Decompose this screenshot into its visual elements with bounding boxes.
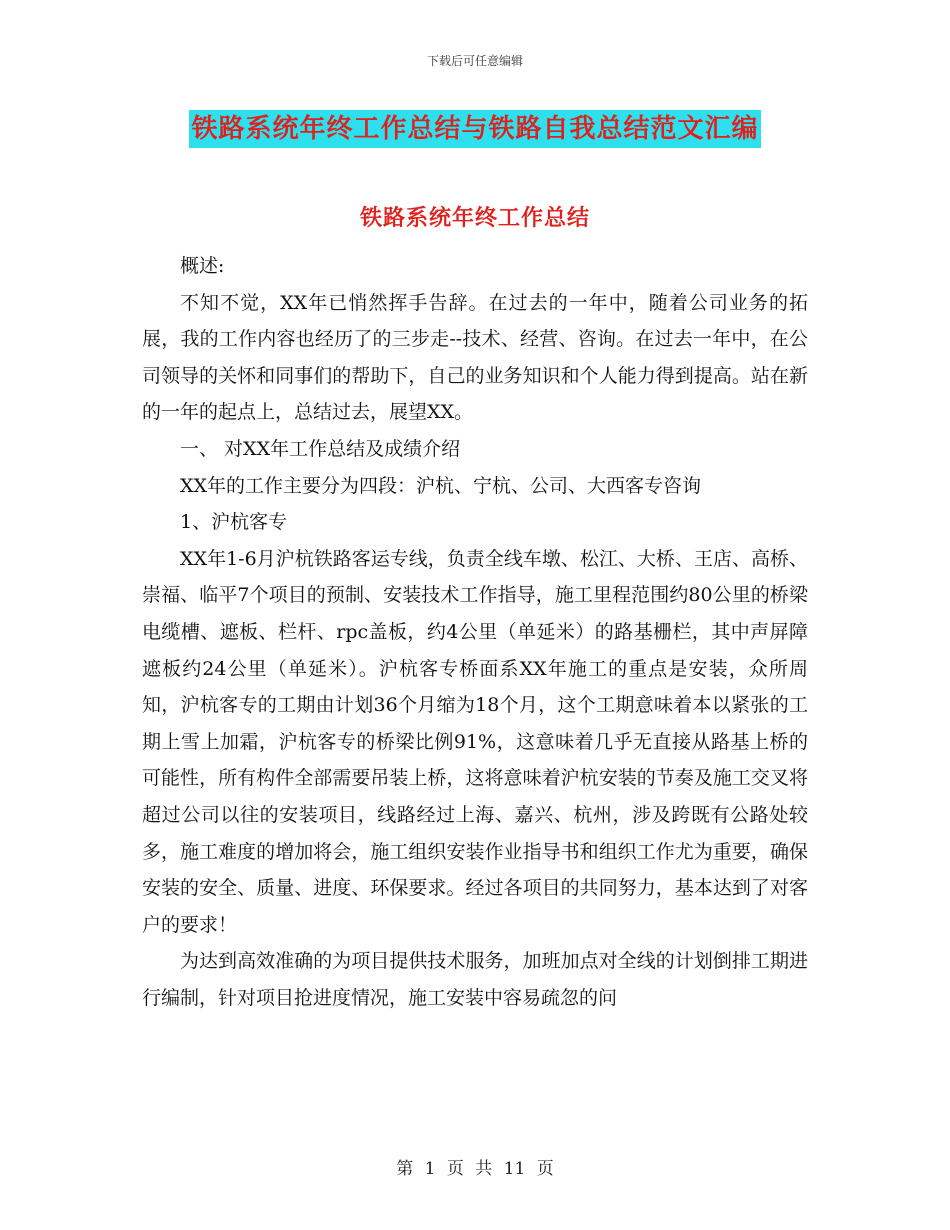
document-body [142, 248, 808, 1016]
paragraph-subheading-1: 1、沪杭客专 [180, 511, 288, 534]
document-title-wrap [0, 110, 950, 148]
paragraph-overview-label: 概述: [180, 255, 225, 277]
paragraph-work-segments: XX年的工作主要分为四段：沪杭、宁杭、公司、大西客专咨询 [180, 474, 702, 497]
page-number: 第 1 页 共 11 页 [396, 1159, 554, 1179]
paragraph-intro: 不知不觉，XX年已悄然挥手告辞。在过去的一年中，随着公司业务的拓展，我的工作内容也经历了的三步走--技术、经营、咨询。在过去一年中，在公司领导的关怀和同事们的帮助下，自己的业务知识和个人能力得到提高。站在新的一年的起点上，总结过去，展望XX。 [142, 291, 808, 424]
paragraph-huhang-details: XX年1-6月沪杭铁路客运专线，负责全线车墩、松江、大桥、王店、高桥、崇福、临平7个项目的预制、安装技术工作指导，施工里程范围约80公里的桥梁电缆槽、遮板、栏杆、rpc盖板，约4公里（单延米）的路基栅栏，其中声屏障遮板约24公里（单延米）。沪杭客专桥面系XX年施工的重点是安装，众所周知，沪杭客专的工期由计划36个月缩为18个月，这个工期意味着本以紧张的工期上雪上加霜，沪杭客专的桥梁比例91%，这意味着几乎无直接从路基上桥的可能性，所有构件全部需要吊装上桥，这将意味着沪杭安装的节奏及施工交叉将超过公司以往的安装项目，线路经过上海、嘉兴、杭州，涉及跨既有公路处较多，施工难度的增加将会，施工组织安装作业指导书和组织工作尤为重要，确保安装的安全、质量、进度、环保要求。经过各项目的共同努力，基本达到了对客户的要求！ [142, 547, 808, 936]
paragraph-tech-service: 为达到高效准确的为项目提供技术服务，加班加点对全线的计划倒排工期进行编制，针对项目抢进度情况，施工安装中容易疏忽的问 [142, 950, 808, 1009]
paragraph-heading-1: 一、 对XX年工作总结及成绩介绍 [180, 437, 461, 460]
page-header-note: 下载后可任意编辑 [426, 54, 523, 68]
document-title: 铁路系统年终工作总结与铁路自我总结范文汇编 [189, 110, 760, 148]
section-title: 铁路系统年终工作总结 [359, 205, 590, 231]
